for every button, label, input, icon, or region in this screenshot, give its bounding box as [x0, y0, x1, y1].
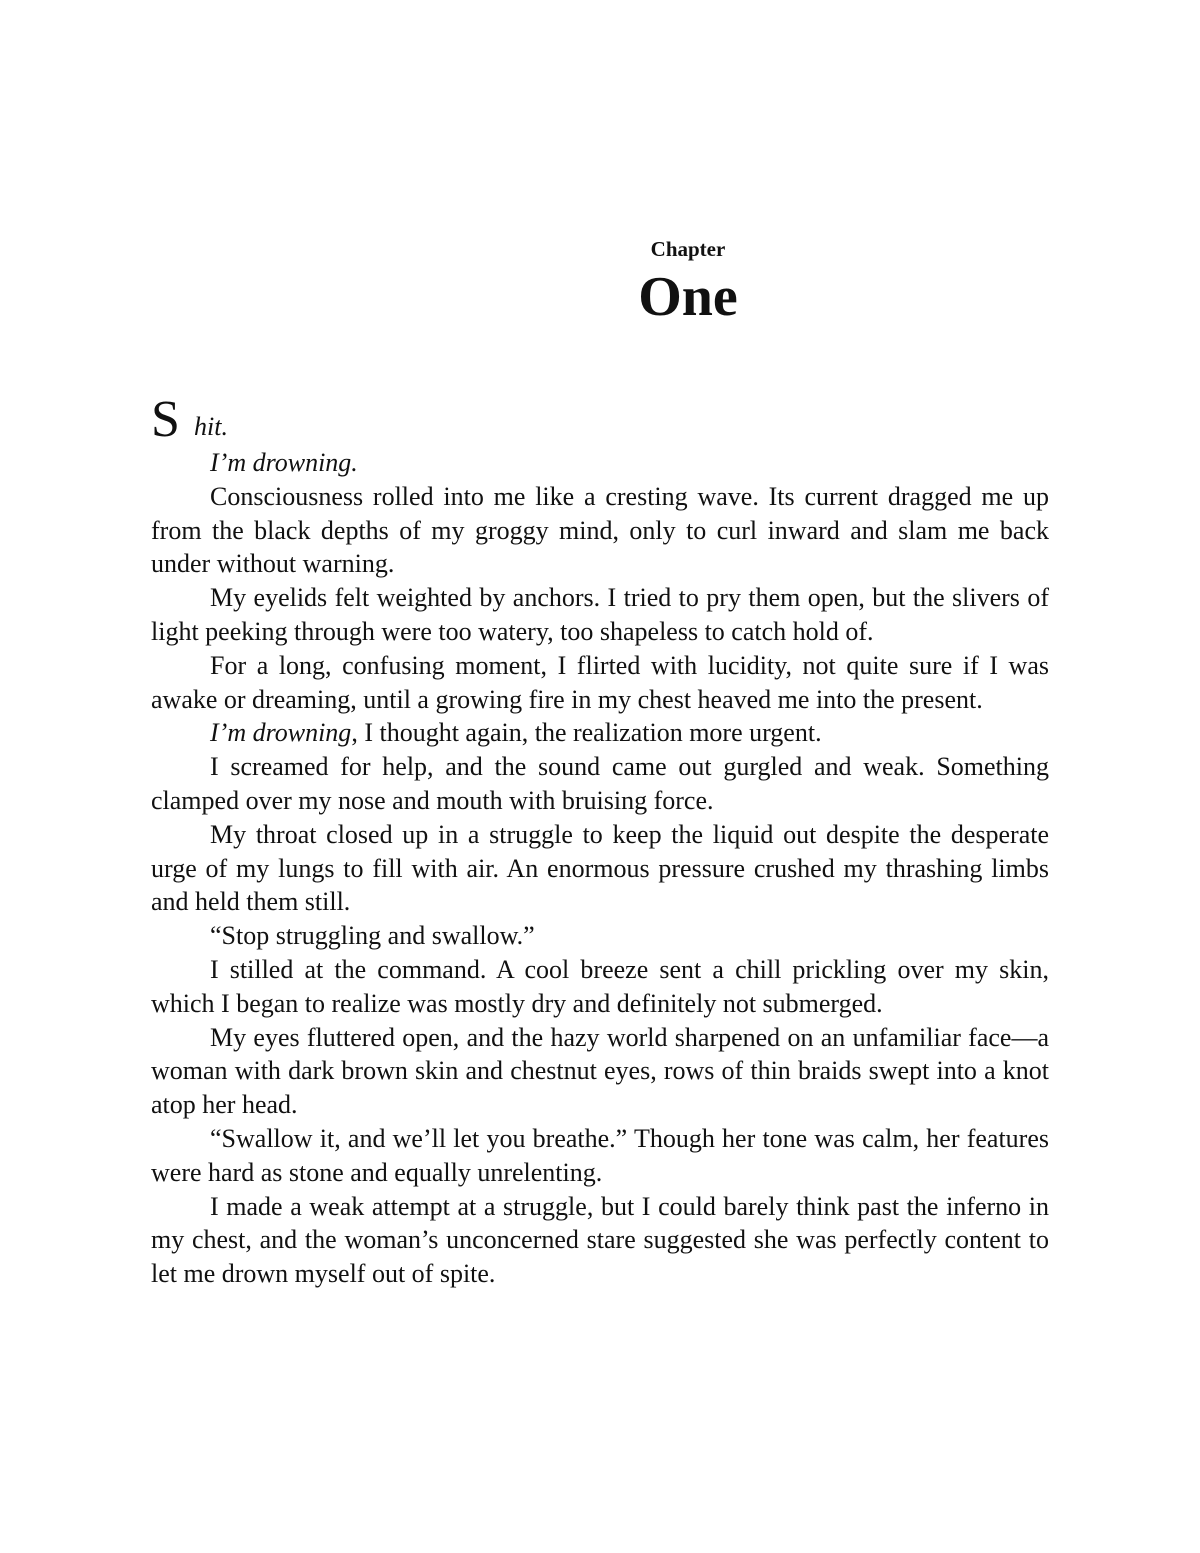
paragraph	[151, 581, 1049, 649]
chapter-body	[151, 391, 1049, 1291]
paragraph-text: , I thought again, the realization more urgent.	[351, 718, 822, 748]
paragraph	[151, 480, 1049, 581]
paragraph-text: I stilled at the command. A cool breeze sent a chill prickling over my skin, which I began to realize was mostly dry and definitely not submerged.	[151, 954, 1049, 1018]
chapter-title: One	[638, 266, 738, 328]
paragraph	[151, 953, 1049, 1021]
chapter-label: Chapter	[650, 237, 726, 261]
paragraph-text: I made a weak attempt at a struggle, but I could barely think past the inferno in my chest, and the woman’s unconcerned stare suggested she was perfectly content to let me drown myself out of spite.	[151, 1191, 1049, 1289]
paragraph-text: My eyes fluttered open, and the hazy world sharpened on an unfamiliar face—a woman with dark brown skin and chestnut eyes, rows of thin braids swept into a knot atop her head.	[151, 1022, 1049, 1120]
paragraph-text: My throat closed up in a struggle to keep the liquid out despite the desperate urge of my lungs to fill with air. An enormous pressure crushed my thrashing limbs and held them still.	[151, 819, 1049, 917]
paragraph-text: “Stop struggling and swallow.”	[210, 921, 535, 951]
paragraph-text: “Swallow it, and we’ll let you breathe.” Though her tone was calm, her features were hard as stone and equally unrelenting.	[151, 1123, 1049, 1187]
paragraph	[151, 716, 1049, 750]
paragraph	[151, 818, 1049, 919]
paragraph	[151, 1122, 1049, 1190]
paragraph	[151, 919, 1049, 953]
paragraph	[151, 1021, 1049, 1122]
opening-word: hit.	[194, 412, 228, 441]
paragraph	[151, 1190, 1049, 1291]
drop-cap: S	[151, 391, 180, 448]
paragraph-text: I screamed for help, and the sound came out gurgled and weak. Something clamped over my nose and mouth with bruising force.	[151, 752, 1049, 815]
opening-line	[151, 391, 1049, 448]
paragraph	[151, 750, 1049, 818]
paragraph-text: For a long, confusing moment, I flirted with lucidity, not quite sure if I was awake or dreaming, until a growing fire in my chest heaved me into the present.	[151, 650, 1049, 714]
paragraph	[151, 649, 1049, 717]
paragraph	[151, 446, 1049, 480]
paragraph-text: Consciousness rolled into me like a cresting wave. Its current dragged me up from the black depths of my groggy mind, only to curl inward and slam me back under without warning.	[151, 481, 1049, 579]
italic-text: I’m drowning.	[210, 448, 358, 477]
paragraph-text: My eyelids felt weighted by anchors. I tried to pry them open, but the slivers of light peeking through were too watery, too shapeless to catch hold of.	[151, 583, 1049, 646]
italic-text: I’m drowning	[210, 718, 352, 748]
